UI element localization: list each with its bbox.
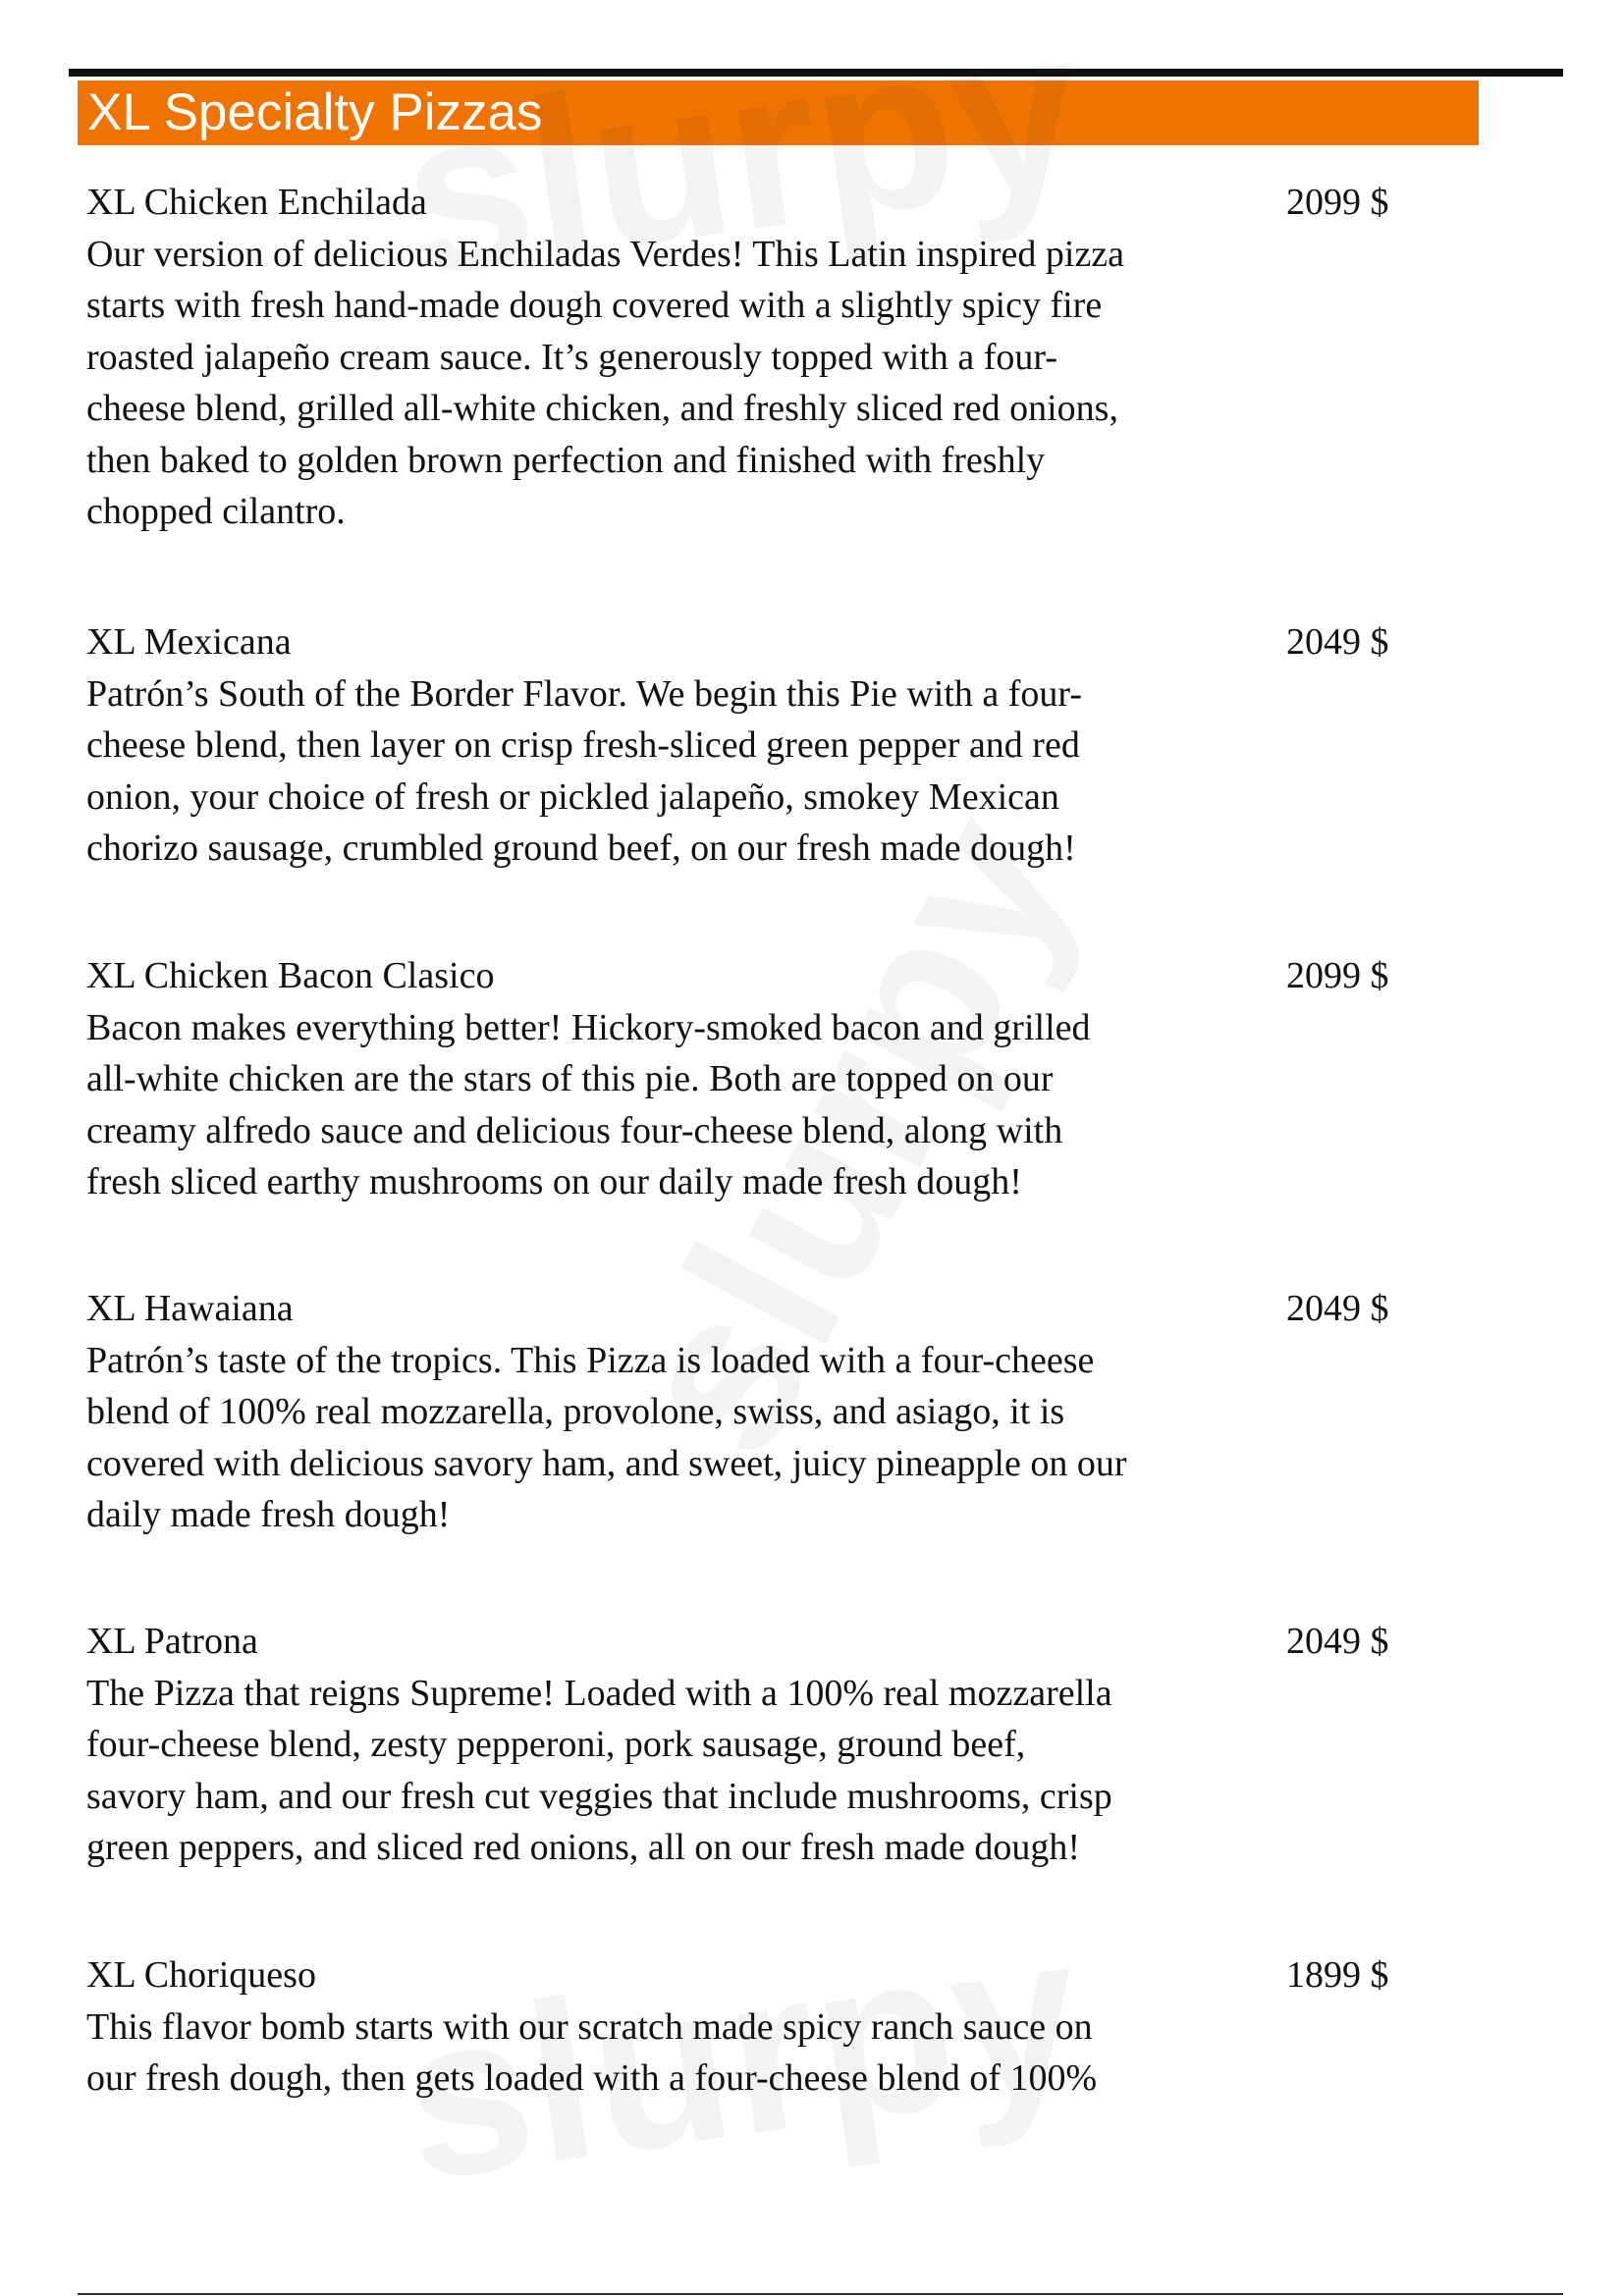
description-line: savory ham, and our fresh cut veggies that include mushrooms, crisp <box>86 1775 1112 1817</box>
item-price: 2049 $ <box>1286 621 1389 663</box>
item-price: 2099 $ <box>1286 955 1389 996</box>
description-line: This flavor bomb starts with our scratch made spicy ranch sauce on <box>86 2005 1093 2048</box>
bottom-rule <box>78 2293 1563 2295</box>
description-line: onion, your choice of fresh or pickled jalapeño, smokey Mexican <box>86 775 1059 818</box>
section-header <box>78 80 1479 145</box>
item-name: XL Patrona <box>86 1621 258 1662</box>
item-price: 2099 $ <box>1286 182 1389 223</box>
description-line: chopped cilantro. <box>86 491 346 532</box>
description-line: cheese blend, then layer on crisp fresh-sliced green pepper and red <box>86 724 1080 766</box>
description-line: green peppers, and sliced red onions, all on our fresh made dough! <box>86 1827 1080 1868</box>
description-line: fresh sliced earthy mushrooms on our daily made fresh dough! <box>86 1161 1022 1202</box>
description-line: all-white chicken are the stars of this pie. Both are topped on our <box>86 1058 1054 1099</box>
description-line: cheese blend, grilled all-white chicken, and freshly sliced red onions, <box>86 388 1118 429</box>
item-price: 1899 $ <box>1286 1954 1389 1996</box>
item-description <box>86 2002 1265 2105</box>
description-line: then baked to golden brown perfection and finished with freshly <box>86 439 1046 481</box>
description-line: The Pizza that reigns Supreme! Loaded with a 100% real mozzarella <box>86 1672 1112 1714</box>
section-title: XL Specialty Pizzas <box>87 83 543 141</box>
item-description <box>86 1668 1265 1874</box>
top-rule <box>69 69 1563 77</box>
description-line: our fresh dough, then gets loaded with a four-cheese blend of 100% <box>86 2057 1098 2099</box>
description-line: creamy alfredo sauce and delicious four-cheese blend, along with <box>86 1109 1063 1151</box>
item-description <box>86 229 1265 538</box>
item-description <box>86 1335 1265 1541</box>
item-description <box>86 1002 1265 1208</box>
item-name: XL Mexicana <box>86 621 292 663</box>
description-line: covered with delicious savory ham, and sweet, juicy pineapple on our <box>86 1442 1127 1484</box>
description-line: daily made fresh dough! <box>86 1494 451 1535</box>
item-price: 2049 $ <box>1286 1621 1389 1662</box>
description-line: blend of 100% real mozzarella, provolone, swiss, and asiago, it is <box>86 1391 1065 1432</box>
item-name: XL Choriqueso <box>86 1954 316 1996</box>
description-line: Bacon makes everything better! Hickory-smoked bacon and grilled <box>86 1006 1091 1048</box>
item-name: XL Chicken Bacon Clasico <box>86 955 495 996</box>
item-description <box>86 668 1265 875</box>
description-line: four-cheese blend, zesty pepperoni, pork sausage, ground beef, <box>86 1724 1026 1765</box>
item-name: XL Chicken Enchilada <box>86 182 427 223</box>
description-line: chorizo sausage, crumbled ground beef, on our fresh made dough! <box>86 828 1076 869</box>
item-name: XL Hawaiana <box>86 1288 294 1329</box>
description-line: Patrón’s South of the Border Flavor. We begin this Pie with a four- <box>86 672 1082 715</box>
description-line: Our version of delicious Enchiladas Verdes! This Latin inspired pizza <box>86 233 1125 275</box>
description-line: starts with fresh hand-made dough covered with a slightly spicy fire <box>86 285 1103 326</box>
description-line: roasted jalapeño cream sauce. It’s generously topped with a four- <box>86 336 1057 378</box>
description-line: Patrón’s taste of the tropics. This Pizza is loaded with a four-cheese <box>86 1339 1095 1381</box>
item-price: 2049 $ <box>1286 1288 1389 1329</box>
